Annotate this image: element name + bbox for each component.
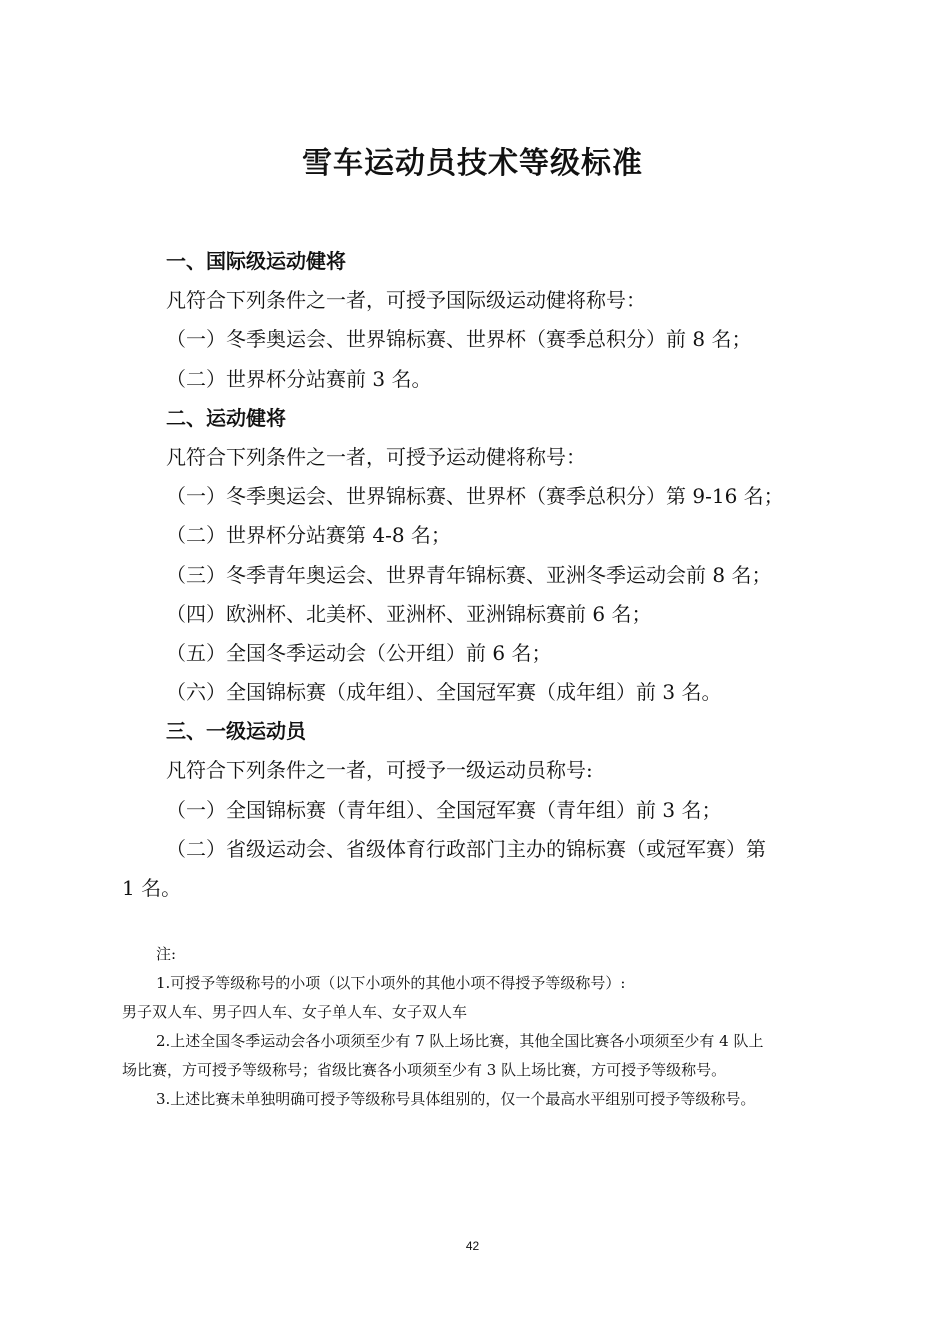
criterion-item-continuation: 1 名。 (122, 876, 182, 900)
criterion-item: （一）全国锦标赛（青年组）、全国冠军赛（青年组）前 3 名； (166, 797, 722, 822)
section-intro: 凡符合下列条件之一者，可授予运动健将称号： (166, 444, 586, 469)
section-heading-master: 二、运动健将 (166, 405, 286, 430)
note-2-continuation: 场比赛，方可授予等级称号；省级比赛各小项须至少有 3 队上场比赛，方可授予等级称号。 (122, 1061, 727, 1079)
section-intro: 凡符合下列条件之一者，可授予国际级运动健将称号： (166, 288, 646, 313)
criterion-item: （五）全国冬季运动会（公开组）前 6 名； (166, 640, 552, 665)
criterion-item: （三）冬季青年奥运会、世界青年锦标赛、亚洲冬季运动会前 8 名； (166, 562, 772, 587)
criterion-item: （一）冬季奥运会、世界锦标赛、世界杯（赛季总积分）前 8 名； (166, 327, 752, 352)
criterion-item: （四）欧洲杯、北美杯、亚洲杯、亚洲锦标赛前 6 名； (166, 601, 652, 626)
note-3: 3.上述比赛未单独明确可授予等级称号具体组别的，仅一个最高水平组别可授予等级称号。 (156, 1090, 756, 1108)
criterion-item: （二）省级运动会、省级体育行政部门主办的锦标赛（或冠军赛）第 (166, 836, 766, 861)
criterion-item: （一）冬季奥运会、世界锦标赛、世界杯（赛季总积分）第 9-16 名； (166, 484, 784, 509)
notes-block (122, 940, 832, 1114)
note-1: 1.可授予等级称号的小项（以下小项外的其他小项不得授予等级称号）: (156, 974, 626, 992)
note-1-detail: 男子双人车、男子四人车、女子单人车、女子双人车 (122, 1003, 468, 1021)
section-heading-first-class: 三、一级运动员 (166, 719, 306, 744)
page-number: 42 (465, 1239, 480, 1253)
note-2: 2.上述全国冬季运动会各小项须至少有 7 队上场比赛，其他全国比赛各小项须至少有 4 队上 (156, 1032, 764, 1050)
criterion-item: （六）全国锦标赛（成年组）、全国冠军赛（成年组）前 3 名。 (166, 680, 722, 705)
standards-body (122, 242, 832, 908)
criterion-item: （二）世界杯分站赛第 4-8 名； (166, 523, 451, 548)
page-title: 雪车运动员技术等级标准 (302, 146, 643, 181)
section-heading-international-master: 一、国际级运动健将 (166, 249, 346, 273)
criterion-item: （二）世界杯分站赛前 3 名。 (166, 366, 432, 391)
notes-label: 注: (156, 945, 177, 963)
section-intro: 凡符合下列条件之一者，可授予一级运动员称号: (166, 758, 593, 783)
